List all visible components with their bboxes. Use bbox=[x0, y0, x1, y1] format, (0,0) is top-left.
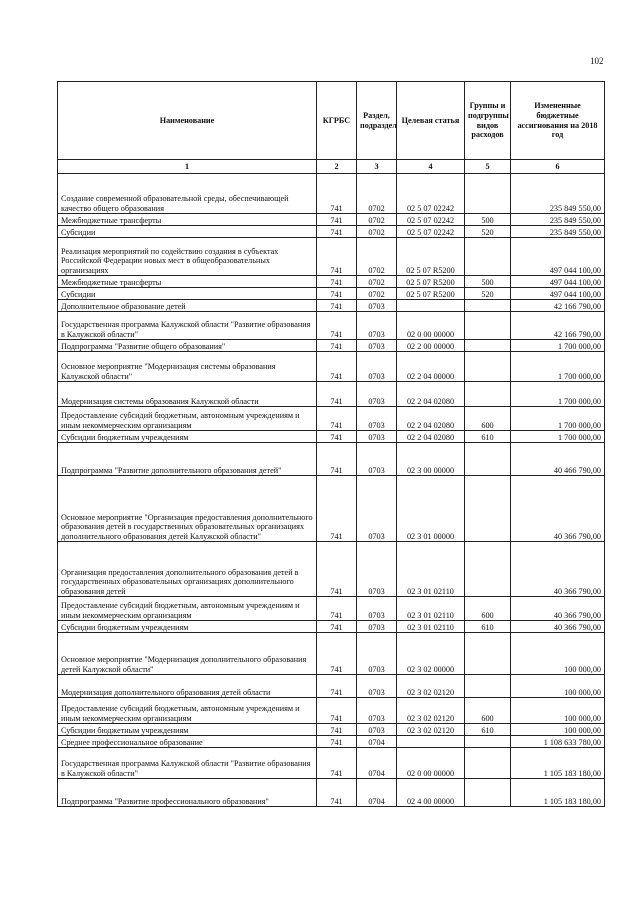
row-kgrbs: 741 bbox=[317, 748, 357, 779]
row-section: 0703 bbox=[357, 312, 397, 340]
row-name: Основное мероприятие "Организация предоставления дополнительного образования детей в государственных образовательных организациях дополнительного образования детей Калужской области" bbox=[58, 476, 317, 542]
row-section: 0703 bbox=[357, 633, 397, 675]
row-kgrbs: 741 bbox=[317, 288, 357, 300]
row-group bbox=[465, 300, 511, 312]
row-group bbox=[465, 748, 511, 779]
row-section: 0702 bbox=[357, 288, 397, 300]
row-target bbox=[397, 736, 465, 748]
row-group bbox=[465, 312, 511, 340]
row-amount: 1 108 633 780,00 bbox=[511, 736, 605, 748]
row-name: Государственная программа Калужской области "Развитие образования в Калужской области" bbox=[58, 312, 317, 340]
header-groups: Группы и подгруппы видов расходов bbox=[465, 82, 511, 160]
row-target: 02 0 00 00000 bbox=[397, 748, 465, 779]
row-section: 0702 bbox=[357, 276, 397, 288]
table-row bbox=[58, 724, 605, 736]
header-kgrbs: КГРБС bbox=[317, 82, 357, 160]
row-amount: 1 700 000,00 bbox=[511, 352, 605, 382]
row-target: 02 3 02 02120 bbox=[397, 724, 465, 736]
row-name: Субсидии бюджетным учреждениям bbox=[58, 621, 317, 633]
row-amount: 235 849 550,00 bbox=[511, 226, 605, 238]
row-target: 02 2 04 02080 bbox=[397, 382, 465, 407]
row-section: 0703 bbox=[357, 443, 397, 476]
row-section: 0704 bbox=[357, 779, 397, 807]
row-section: 0704 bbox=[357, 736, 397, 748]
row-group bbox=[465, 382, 511, 407]
row-kgrbs: 741 bbox=[317, 675, 357, 698]
row-amount: 40 366 790,00 bbox=[511, 542, 605, 597]
row-group bbox=[465, 779, 511, 807]
row-amount: 100 000,00 bbox=[511, 724, 605, 736]
table-row bbox=[58, 340, 605, 352]
header-name: Наименование bbox=[58, 82, 317, 160]
row-section: 0703 bbox=[357, 621, 397, 633]
row-kgrbs: 741 bbox=[317, 597, 357, 621]
row-target: 02 2 04 00000 bbox=[397, 352, 465, 382]
row-group: 500 bbox=[465, 276, 511, 288]
row-group: 610 bbox=[465, 431, 511, 443]
row-group bbox=[465, 340, 511, 352]
column-number: 6 bbox=[511, 160, 605, 174]
row-section: 0703 bbox=[357, 597, 397, 621]
row-target: 02 3 01 02110 bbox=[397, 621, 465, 633]
row-group: 600 bbox=[465, 597, 511, 621]
row-amount: 235 849 550,00 bbox=[511, 214, 605, 226]
row-name: Подпрограмма "Развитие общего образования" bbox=[58, 340, 317, 352]
row-target: 02 3 02 02120 bbox=[397, 675, 465, 698]
table-row bbox=[58, 675, 605, 698]
table-row bbox=[58, 431, 605, 443]
row-section: 0703 bbox=[357, 340, 397, 352]
table-row bbox=[58, 312, 605, 340]
row-name: Предоставление субсидий бюджетным, автономным учреждениям и иным некоммерческим организациям bbox=[58, 698, 317, 724]
row-amount: 497 044 100,00 bbox=[511, 288, 605, 300]
row-amount: 1 700 000,00 bbox=[511, 407, 605, 431]
column-number: 5 bbox=[465, 160, 511, 174]
row-kgrbs: 741 bbox=[317, 312, 357, 340]
row-kgrbs: 741 bbox=[317, 382, 357, 407]
row-group bbox=[465, 238, 511, 276]
row-target: 02 3 02 02120 bbox=[397, 698, 465, 724]
row-section: 0702 bbox=[357, 238, 397, 276]
row-target: 02 2 04 02080 bbox=[397, 407, 465, 431]
row-group bbox=[465, 736, 511, 748]
row-section: 0703 bbox=[357, 382, 397, 407]
row-name: Основное мероприятие "Модернизация системы образования Калужской области" bbox=[58, 352, 317, 382]
row-section: 0703 bbox=[357, 407, 397, 431]
row-amount: 1 105 183 180,00 bbox=[511, 779, 605, 807]
row-kgrbs: 741 bbox=[317, 443, 357, 476]
row-name: Среднее профессиональное образование bbox=[58, 736, 317, 748]
row-kgrbs: 741 bbox=[317, 736, 357, 748]
row-section: 0703 bbox=[357, 542, 397, 597]
row-kgrbs: 741 bbox=[317, 340, 357, 352]
row-amount: 497 044 100,00 bbox=[511, 276, 605, 288]
row-name: Модернизация системы образования Калужской области bbox=[58, 382, 317, 407]
row-name: Субсидии бюджетным учреждениям bbox=[58, 431, 317, 443]
table-row bbox=[58, 698, 605, 724]
row-name: Субсидии bbox=[58, 288, 317, 300]
row-kgrbs: 741 bbox=[317, 276, 357, 288]
row-group: 520 bbox=[465, 288, 511, 300]
row-kgrbs: 741 bbox=[317, 542, 357, 597]
row-name: Дополнительное образование детей bbox=[58, 300, 317, 312]
row-section: 0702 bbox=[357, 226, 397, 238]
row-amount: 40 466 790,00 bbox=[511, 443, 605, 476]
table-row bbox=[58, 621, 605, 633]
row-kgrbs: 741 bbox=[317, 779, 357, 807]
row-kgrbs: 741 bbox=[317, 431, 357, 443]
row-section: 0704 bbox=[357, 748, 397, 779]
row-group: 610 bbox=[465, 724, 511, 736]
table-row bbox=[58, 214, 605, 226]
table-row bbox=[58, 352, 605, 382]
row-section: 0703 bbox=[357, 352, 397, 382]
row-kgrbs: 741 bbox=[317, 226, 357, 238]
row-kgrbs: 741 bbox=[317, 698, 357, 724]
row-kgrbs: 741 bbox=[317, 352, 357, 382]
table-row bbox=[58, 382, 605, 407]
header-target: Целевая статья bbox=[397, 82, 465, 160]
table-row bbox=[58, 407, 605, 431]
row-amount: 40 366 790,00 bbox=[511, 597, 605, 621]
row-amount: 42 166 790,00 bbox=[511, 312, 605, 340]
row-kgrbs: 741 bbox=[317, 214, 357, 226]
row-kgrbs: 741 bbox=[317, 300, 357, 312]
row-target: 02 3 02 00000 bbox=[397, 633, 465, 675]
row-section: 0703 bbox=[357, 698, 397, 724]
row-name: Основное мероприятие "Модернизация дополнительного образования детей Калужской области" bbox=[58, 633, 317, 675]
header-section: Раздел, подраздел bbox=[357, 82, 397, 160]
row-amount: 235 849 550,00 bbox=[511, 174, 605, 214]
row-target: 02 5 07 R5200 bbox=[397, 288, 465, 300]
row-target: 02 0 00 00000 bbox=[397, 312, 465, 340]
row-target: 02 5 07 02242 bbox=[397, 226, 465, 238]
row-name: Подпрограмма "Развитие дополнительного образования детей" bbox=[58, 443, 317, 476]
row-name: Реализация мероприятий по содействию создания в субъектах Российской Федерации новых мест в общеобразовательных организациях bbox=[58, 238, 317, 276]
table-row bbox=[58, 226, 605, 238]
row-group bbox=[465, 633, 511, 675]
row-target: 02 5 07 02242 bbox=[397, 214, 465, 226]
budget-table bbox=[57, 81, 605, 807]
row-group bbox=[465, 174, 511, 214]
row-section: 0703 bbox=[357, 431, 397, 443]
row-section: 0702 bbox=[357, 214, 397, 226]
column-number: 3 bbox=[357, 160, 397, 174]
row-section: 0702 bbox=[357, 174, 397, 214]
row-amount: 1 105 183 180,00 bbox=[511, 748, 605, 779]
row-group: 600 bbox=[465, 698, 511, 724]
table-row bbox=[58, 542, 605, 597]
row-group: 500 bbox=[465, 214, 511, 226]
row-name: Организация предоставления дополнительного образования детей в государственных образовательных организациях дополнительного образования детей bbox=[58, 542, 317, 597]
row-group bbox=[465, 352, 511, 382]
header-row bbox=[58, 82, 605, 160]
table-row bbox=[58, 633, 605, 675]
row-kgrbs: 741 bbox=[317, 174, 357, 214]
table-row bbox=[58, 736, 605, 748]
row-kgrbs: 741 bbox=[317, 476, 357, 542]
row-amount: 497 044 100,00 bbox=[511, 238, 605, 276]
row-name: Предоставление субсидий бюджетным, автономным учреждениям и иным некоммерческим организациям bbox=[58, 597, 317, 621]
row-kgrbs: 741 bbox=[317, 407, 357, 431]
row-kgrbs: 741 bbox=[317, 238, 357, 276]
row-group bbox=[465, 542, 511, 597]
row-name: Субсидии бюджетным учреждениям bbox=[58, 724, 317, 736]
row-amount: 40 366 790,00 bbox=[511, 621, 605, 633]
table-row bbox=[58, 300, 605, 312]
table-row bbox=[58, 597, 605, 621]
header-amount: Измененные бюджетные ассигнования на 2018 год bbox=[511, 82, 605, 160]
row-target: 02 3 01 02110 bbox=[397, 597, 465, 621]
row-target: 02 5 07 02242 bbox=[397, 174, 465, 214]
row-name: Межбюджетные трансферты bbox=[58, 276, 317, 288]
row-name: Создание современной образовательной среды, обеспечивающей качество общего образования bbox=[58, 174, 317, 214]
row-name: Государственная программа Калужской области "Развитие образования в Калужской области" bbox=[58, 748, 317, 779]
row-kgrbs: 741 bbox=[317, 621, 357, 633]
row-kgrbs: 741 bbox=[317, 633, 357, 675]
row-amount: 1 700 000,00 bbox=[511, 382, 605, 407]
row-amount: 40 366 790,00 bbox=[511, 476, 605, 542]
table-row bbox=[58, 276, 605, 288]
row-name: Субсидии bbox=[58, 226, 317, 238]
row-target: 02 5 07 R5200 bbox=[397, 276, 465, 288]
row-kgrbs: 741 bbox=[317, 724, 357, 736]
column-number: 4 bbox=[397, 160, 465, 174]
row-target bbox=[397, 300, 465, 312]
row-section: 0703 bbox=[357, 724, 397, 736]
row-amount: 1 700 000,00 bbox=[511, 431, 605, 443]
row-section: 0703 bbox=[357, 300, 397, 312]
row-group: 600 bbox=[465, 407, 511, 431]
row-section: 0703 bbox=[357, 476, 397, 542]
row-name: Подпрограмма "Развитие профессионального образования" bbox=[58, 779, 317, 807]
row-target: 02 5 07 R5200 bbox=[397, 238, 465, 276]
page-number: 102 bbox=[590, 56, 604, 66]
table-row bbox=[58, 443, 605, 476]
row-amount: 100 000,00 bbox=[511, 675, 605, 698]
row-target: 02 2 04 02080 bbox=[397, 431, 465, 443]
row-amount: 42 166 790,00 bbox=[511, 300, 605, 312]
row-name: Модернизация дополнительного образования детей области bbox=[58, 675, 317, 698]
row-group: 610 bbox=[465, 621, 511, 633]
column-number-row bbox=[58, 160, 605, 174]
row-amount: 100 000,00 bbox=[511, 633, 605, 675]
table-row bbox=[58, 238, 605, 276]
table-row bbox=[58, 288, 605, 300]
row-section: 0703 bbox=[357, 675, 397, 698]
row-group bbox=[465, 443, 511, 476]
row-target: 02 2 00 00000 bbox=[397, 340, 465, 352]
row-name: Межбюджетные трансферты bbox=[58, 214, 317, 226]
table-row bbox=[58, 174, 605, 214]
row-amount: 100 000,00 bbox=[511, 698, 605, 724]
row-target: 02 3 00 00000 bbox=[397, 443, 465, 476]
row-amount: 1 700 000,00 bbox=[511, 340, 605, 352]
table-row bbox=[58, 476, 605, 542]
table-row bbox=[58, 779, 605, 807]
column-number: 2 bbox=[317, 160, 357, 174]
row-target: 02 3 01 00000 bbox=[397, 476, 465, 542]
row-group: 520 bbox=[465, 226, 511, 238]
row-target: 02 4 00 00000 bbox=[397, 779, 465, 807]
row-group bbox=[465, 476, 511, 542]
table-row bbox=[58, 748, 605, 779]
row-target: 02 3 01 02110 bbox=[397, 542, 465, 597]
row-group bbox=[465, 675, 511, 698]
column-number: 1 bbox=[58, 160, 317, 174]
row-name: Предоставление субсидий бюджетным, автономным учреждениям и иным некоммерческим организациям bbox=[58, 407, 317, 431]
